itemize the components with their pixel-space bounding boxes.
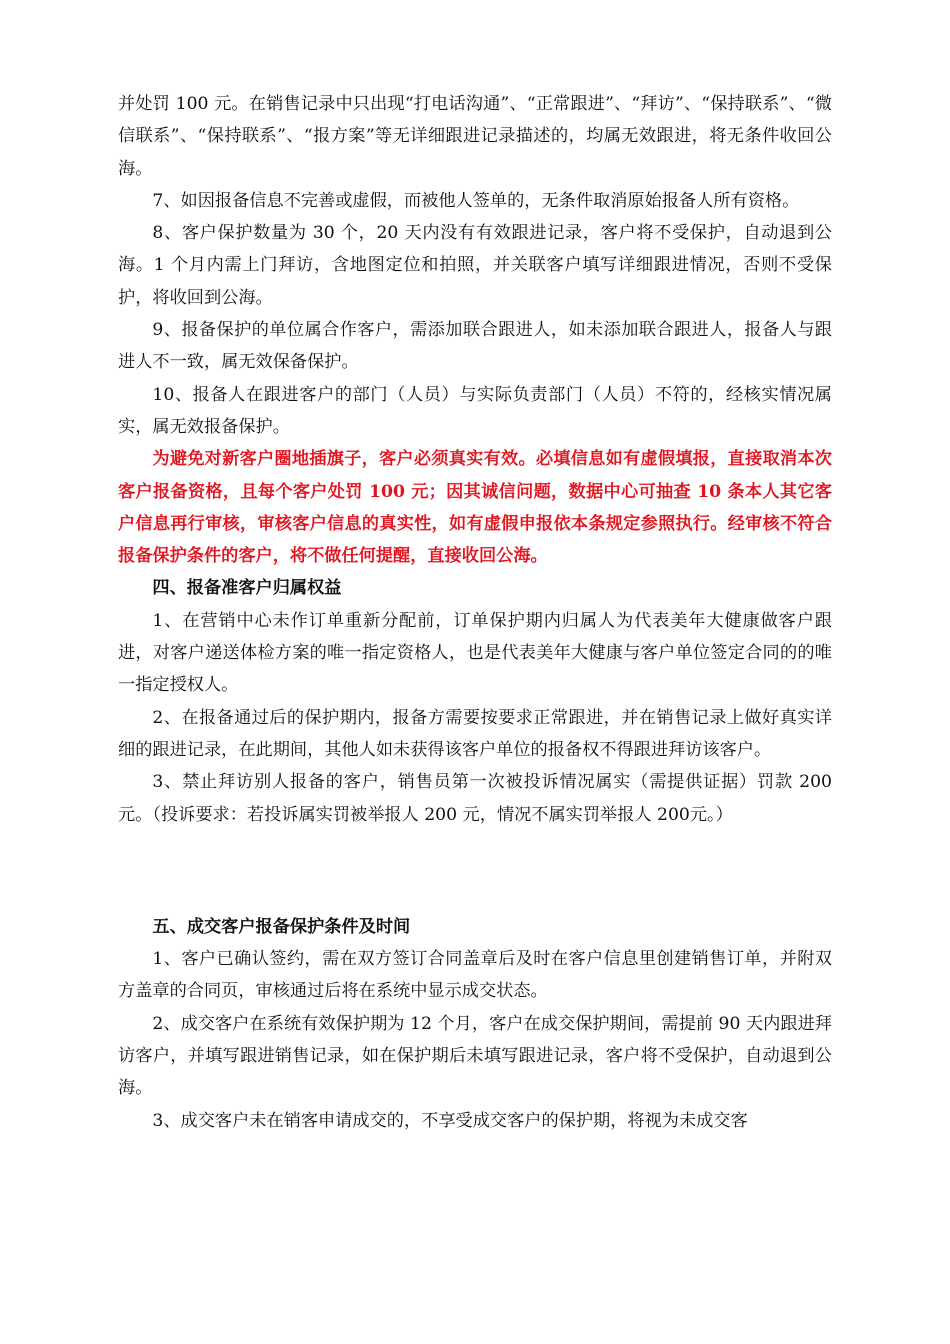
rule-item-9: 9、报备保护的单位属合作客户，需添加联合跟进人，如未添加联合跟进人，报备人与跟进人不一致，属无效保备保护。 [118, 320, 832, 373]
section-5-item-3: 3、成交客户未在销客申请成交的，不享受成交客户的保护期，将视为未成交客 [152, 1110, 748, 1131]
section-4-item-2: 2、在报备通过后的保护期内，报备方需要按要求正常跟进，并在销售记录上做好真实详细的跟进记录，在此期间，其他人如未获得该客户单位的报备权不得跟进拜访该客户。 [118, 707, 832, 760]
document-page [118, 88, 832, 1137]
rule-item-7: 7、如因报备信息不完善或虚假，而被他人签单的，无条件取消原始报备人所有资格。 [152, 190, 800, 211]
section-4-heading: 四、报备准客户归属权益 [152, 578, 342, 599]
section-4-item-3: 3、禁止拜访别人报备的客户，销售员第一次被投诉情况属实（需提供证据）罚款 200元。（投诉要求：若投诉属实罚被举报人 200 元，情况不属实罚举报人 200元。） [118, 772, 832, 825]
section-spacer [118, 831, 832, 911]
section-5-heading: 五、成交客户报备保护条件及时间 [152, 916, 411, 937]
paragraph-continuation: 并处罚 100 元。在销售记录中只出现“打电话沟通”、“正常跟进”、“拜访”、“保持联系”、“微信联系”、“保持联系”、“报方案”等无详细跟进记录描述的，均属无效跟进，将无条件收回公海。 [118, 94, 832, 179]
red-warning-notice: 为避免对新客户圈地插旗子，客户必须真实有效。必填信息如有虚假填报，直接取消本次客户报备资格，且每个客户处罚 100 元；因其诚信问题，数据中心可抽查 10 条本人其它客户信息再行审核，审核客户信息的真实性，如有虚假申报依本条规定参照执行。经审核不符合报备保护条件的客户，将不做任何提醒，直接收回公海。 [118, 449, 832, 567]
section-4-item-1: 1、在营销中心未作订单重新分配前，订单保护期内归属人为代表美年大健康做客户跟进，对客户递送体检方案的唯一指定资格人，也是代表美年大健康与客户单位签定合同的的唯一指定授权人。 [118, 610, 832, 696]
rule-item-10: 10、报备人在跟进客户的部门（人员）与实际负责部门（人员）不符的，经核实情况属实，属无效报备保护。 [118, 384, 832, 437]
section-5-item-1: 1、客户已确认签约，需在双方签订合同盖章后及时在客户信息里创建销售订单，并附双方盖章的合同页，审核通过后将在系统中显示成交状态。 [118, 949, 832, 1002]
section-5-item-2: 2、成交客户在系统有效保护期为 12 个月，客户在成交保护期间，需提前 90 天内跟进拜访客户，并填写跟进销售记录，如在保护期后未填写跟进记录，客户将不受保护，自动退到公海。 [118, 1013, 832, 1099]
rule-item-8: 8、客户保护数量为 30 个，20 天内没有有效跟进记录，客户将不受保护，自动退到公海。1 个月内需上门拜访，含地图定位和拍照，并关联客户填写详细跟进情况，否则不受保护，将收回到公海。 [118, 223, 832, 308]
